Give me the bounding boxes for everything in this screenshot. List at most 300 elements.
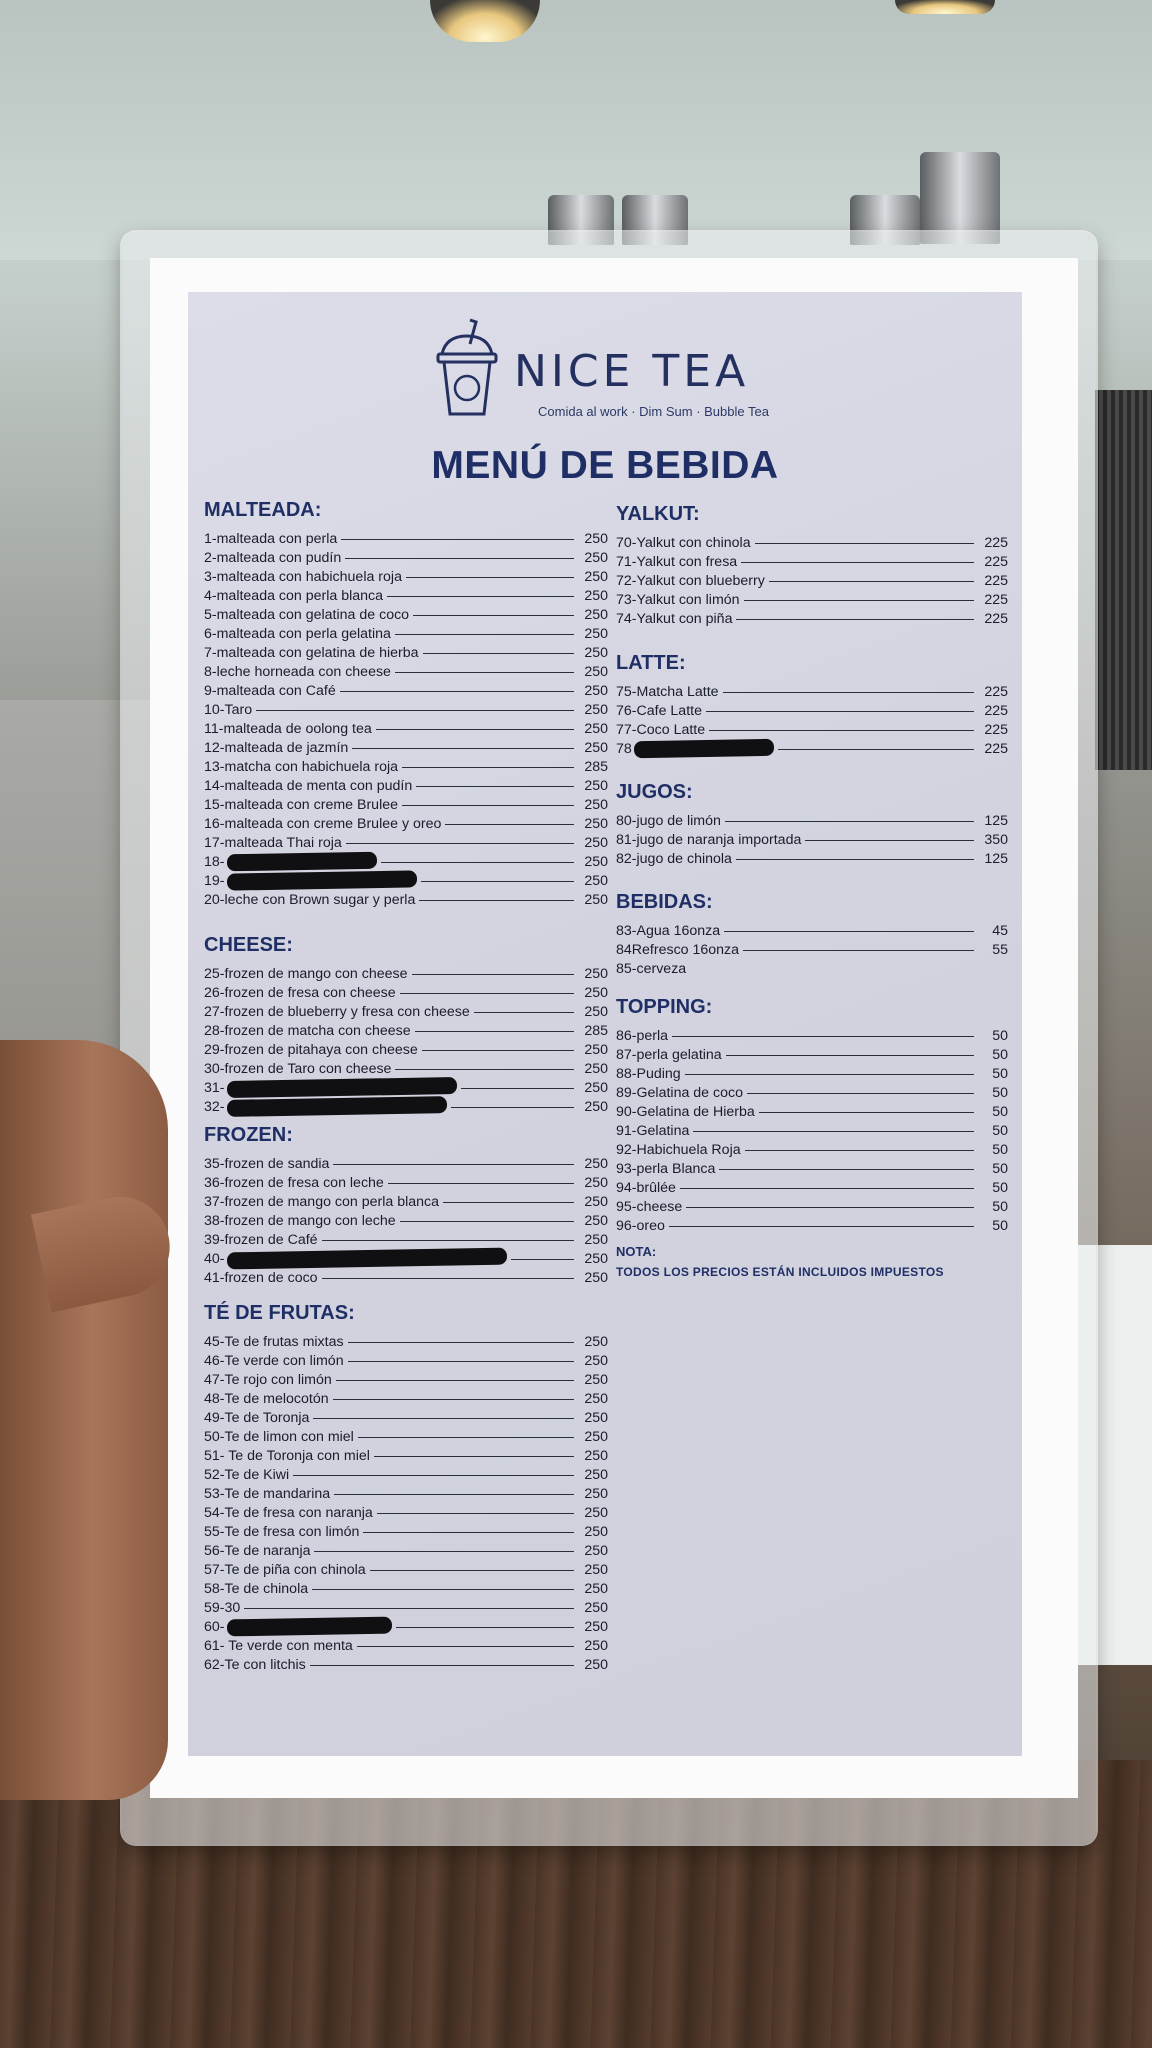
menu-item-name: 32- <box>204 1098 225 1115</box>
redaction-marker <box>226 1077 456 1098</box>
menu-item-name: 9-malteada con Café <box>204 682 336 699</box>
menu-item <box>204 1484 608 1503</box>
leader-line <box>370 1570 574 1571</box>
menu-item-name: 70-Yalkut con chinola <box>616 534 751 551</box>
menu-item-name: 17-malteada Thai roja <box>204 834 342 851</box>
leader-line <box>743 950 974 951</box>
note <box>616 1244 1008 1279</box>
leader-line <box>412 974 575 975</box>
menu-item <box>204 1389 608 1408</box>
menu-item-price: 45 <box>992 922 1008 939</box>
menu-item <box>204 662 608 681</box>
leader-line <box>293 1475 574 1476</box>
menu-item <box>204 1021 608 1040</box>
leader-line <box>422 1050 574 1051</box>
redaction-marker <box>634 739 774 758</box>
menu-item-price: 250 <box>584 777 608 794</box>
menu-item <box>616 1026 1008 1045</box>
menu-item-price: 250 <box>584 815 608 832</box>
section-latte <box>616 650 1008 758</box>
redaction-marker <box>226 1617 391 1637</box>
menu-item-name: 87-perla gelatina <box>616 1046 722 1063</box>
menu-item <box>204 738 608 757</box>
menu-item-name: 39-frozen de Café <box>204 1231 318 1248</box>
menu-item-name: 83-Agua 16onza <box>616 922 721 939</box>
leader-line <box>334 1494 574 1495</box>
leader-line <box>333 1164 574 1165</box>
menu-item <box>616 1197 1008 1216</box>
menu-item-price: 250 <box>584 1466 608 1483</box>
menu-item-name: 74-Yalkut con piña <box>616 610 733 627</box>
menu-item-price: 250 <box>584 1561 608 1578</box>
menu-item-price: 250 <box>584 1352 608 1369</box>
menu-item <box>204 1173 608 1192</box>
leader-line <box>706 711 974 712</box>
leader-line <box>744 600 974 601</box>
menu-item-price: 50 <box>992 1103 1008 1120</box>
menu-item <box>204 1427 608 1446</box>
menu-item-name: 6-malteada con perla gelatina <box>204 625 391 642</box>
leader-line <box>461 1088 574 1089</box>
section-te-de-frutas <box>204 1300 608 1674</box>
menu-item-name: 90-Gelatina de Hierba <box>616 1103 755 1120</box>
menu-item-name: 36-frozen de fresa con leche <box>204 1174 384 1191</box>
menu-item-name: 15-malteada con creme Brulee <box>204 796 398 813</box>
menu-item-price: 250 <box>584 1041 608 1058</box>
menu-item-price: 250 <box>584 1060 608 1077</box>
menu-item-name: 12-malteada de jazmín <box>204 739 349 756</box>
leader-line <box>769 581 974 582</box>
menu-item-price: 225 <box>984 721 1008 738</box>
menu-item <box>616 590 1008 609</box>
leader-line <box>755 543 974 544</box>
redaction-marker <box>226 1248 506 1270</box>
tea-dispenser <box>920 152 1000 244</box>
leader-line <box>709 730 974 731</box>
menu-item-price: 250 <box>584 1333 608 1350</box>
leader-line <box>310 1665 574 1666</box>
menu-item-price: 250 <box>584 1656 608 1673</box>
leader-line <box>322 1240 574 1241</box>
menu-item-price: 250 <box>584 1003 608 1020</box>
menu-item-name: 54-Te de fresa con naranja <box>204 1504 373 1521</box>
leader-line <box>736 619 974 620</box>
menu-item <box>204 1002 608 1021</box>
menu-item <box>616 830 1008 849</box>
menu-item-price: 250 <box>584 1618 608 1635</box>
section-title: MALTEADA: <box>204 499 322 521</box>
menu-item-name: 93-perla Blanca <box>616 1160 716 1177</box>
menu-item-name: 73-Yalkut con limón <box>616 591 740 608</box>
menu-item <box>204 1154 608 1173</box>
menu-item-name: 28-frozen de matcha con cheese <box>204 1022 411 1039</box>
leader-line <box>357 1646 574 1647</box>
menu-item <box>204 1408 608 1427</box>
menu-item <box>616 552 1008 571</box>
leader-line <box>345 558 574 559</box>
bubble-tea-cup-icon <box>432 318 502 426</box>
menu-item-name: 5-malteada con gelatina de coco <box>204 606 410 623</box>
menu-item-price: 250 <box>584 1504 608 1521</box>
section-title: FROZEN: <box>204 1124 293 1146</box>
leader-line <box>693 1131 974 1132</box>
section-title: LATTE: <box>616 652 686 674</box>
brand-tagline: Comida al work · Dim Sum · Bubble Tea <box>538 404 769 419</box>
leader-line <box>244 1608 574 1609</box>
menu-item-price: 225 <box>984 702 1008 719</box>
leader-line <box>388 1183 574 1184</box>
brand-logo <box>432 318 792 428</box>
menu-item <box>204 1249 608 1268</box>
leader-line <box>726 1055 974 1056</box>
menu-item-price: 250 <box>584 701 608 718</box>
menu-item-price: 250 <box>584 1428 608 1445</box>
leader-line <box>256 710 574 711</box>
menu-item-name: 20-leche con Brown sugar y perla <box>204 891 416 908</box>
leader-line <box>747 1093 974 1094</box>
menu-item <box>616 1159 1008 1178</box>
menu-item <box>204 1598 608 1617</box>
menu-item-price: 125 <box>984 850 1008 867</box>
menu-item <box>204 757 608 776</box>
section-malteada <box>204 497 608 909</box>
menu-item-price: 225 <box>984 610 1008 627</box>
leader-line <box>445 824 574 825</box>
menu-item-price: 250 <box>584 1485 608 1502</box>
section-title: TÉ DE FRUTAS: <box>204 1302 355 1324</box>
menu-item <box>616 701 1008 720</box>
leader-line <box>400 993 574 994</box>
menu-item <box>616 811 1008 830</box>
leader-line <box>395 672 574 673</box>
menu-item-name: 58-Te de chinola <box>204 1580 309 1597</box>
leader-line <box>395 1069 574 1070</box>
leader-line <box>685 1074 974 1075</box>
menu-item-name: 50-Te de limon con miel <box>204 1428 354 1445</box>
menu-item <box>204 1579 608 1598</box>
menu-item-name: 46-Te verde con limón <box>204 1352 344 1369</box>
menu-item <box>616 849 1008 868</box>
menu-item-price: 350 <box>984 831 1008 848</box>
leader-line <box>451 1107 574 1108</box>
leader-line <box>421 881 574 882</box>
menu-item-name: 85-cerveza <box>616 960 687 977</box>
leader-line <box>400 1221 574 1222</box>
leader-line <box>346 843 574 844</box>
menu-item-name: 48-Te de melocotón <box>204 1390 329 1407</box>
menu-item-name: 95-cheese <box>616 1198 683 1215</box>
menu-item <box>204 1617 608 1636</box>
menu-item <box>204 1332 608 1351</box>
hand <box>0 1040 168 1800</box>
menu-item-price: 225 <box>984 572 1008 589</box>
menu-item-price: 250 <box>584 1212 608 1229</box>
menu-item-price: 250 <box>584 1637 608 1654</box>
menu-item <box>616 940 1008 959</box>
menu-item-name: 94-brûlée <box>616 1179 676 1196</box>
redaction-marker <box>226 852 376 872</box>
menu-item <box>616 1083 1008 1102</box>
section-title: JUGOS: <box>616 781 693 803</box>
menu-item-price: 50 <box>992 1122 1008 1139</box>
menu-item-price: 250 <box>584 1542 608 1559</box>
brand-name: NICE TEA <box>514 346 750 397</box>
menu-item-price: 50 <box>992 1198 1008 1215</box>
menu-title: MENÚ DE BEBIDA <box>431 444 779 487</box>
leader-line <box>352 748 574 749</box>
menu-item-name: 77-Coco Latte <box>616 721 706 738</box>
menu-item-name: 11-malteada de oolong tea <box>204 720 372 737</box>
menu-item-name: 8-leche horneada con cheese <box>204 663 391 680</box>
menu-item-price: 50 <box>992 1065 1008 1082</box>
menu-item-name: 29-frozen de pitahaya con cheese <box>204 1041 418 1058</box>
leader-line <box>313 1418 574 1419</box>
leader-line <box>336 1380 574 1381</box>
menu-item-name: 26-frozen de fresa con cheese <box>204 984 396 1001</box>
menu-item-price: 250 <box>584 1447 608 1464</box>
menu-item <box>204 1040 608 1059</box>
leader-line <box>415 1031 574 1032</box>
menu-item-price: 50 <box>992 1027 1008 1044</box>
menu-item <box>204 605 608 624</box>
menu-item-name: 19- <box>204 872 225 889</box>
menu-item-name: 78 <box>616 740 632 757</box>
menu-item-name: 57-Te de piña con chinola <box>204 1561 366 1578</box>
menu-item-price: 50 <box>992 1160 1008 1177</box>
menu-item-price: 250 <box>584 1580 608 1597</box>
redaction-marker <box>226 1096 446 1117</box>
menu-item-name: 53-Te de mandarina <box>204 1485 331 1502</box>
menu-item-name: 47-Te rojo con limón <box>204 1371 332 1388</box>
menu-item-name: 72-Yalkut con blueberry <box>616 572 765 589</box>
menu-item <box>204 1230 608 1249</box>
leader-line <box>396 1627 574 1628</box>
menu-item <box>204 586 608 605</box>
menu-item-price: 250 <box>584 1193 608 1210</box>
menu-item <box>204 1097 608 1116</box>
menu-item-price: 225 <box>984 683 1008 700</box>
leader-line <box>358 1437 574 1438</box>
menu-item <box>204 643 608 662</box>
leader-line <box>416 786 574 787</box>
menu-item-name: 1-malteada con perla <box>204 530 338 547</box>
menu-item-price: 55 <box>992 941 1008 958</box>
menu-item <box>204 814 608 833</box>
menu-item <box>616 1140 1008 1159</box>
menu-item-name: 61- Te verde con menta <box>204 1637 353 1654</box>
menu-item-price: 250 <box>584 644 608 661</box>
menu-item <box>204 1059 608 1078</box>
menu-item <box>204 1636 608 1655</box>
menu-item-name: 91-Gelatina <box>616 1122 690 1139</box>
leader-line <box>778 749 974 750</box>
note-text: TODOS LOS PRECIOS ESTÁN INCLUIDOS IMPUESTOS <box>616 1265 944 1279</box>
menu-item-name: 31- <box>204 1079 225 1096</box>
menu-item-price: 250 <box>584 682 608 699</box>
menu-item <box>204 964 608 983</box>
menu-item-price: 250 <box>584 1250 608 1267</box>
menu-item-name: 52-Te de Kiwi <box>204 1466 290 1483</box>
menu-item-price: 250 <box>584 872 608 889</box>
menu-item-price: 250 <box>584 606 608 623</box>
leader-line <box>363 1532 574 1533</box>
menu-item <box>204 681 608 700</box>
menu-item-price: 250 <box>584 1599 608 1616</box>
leader-line <box>381 862 574 863</box>
leader-line <box>395 634 574 635</box>
section-title: TOPPING: <box>616 996 713 1018</box>
leader-line <box>759 1112 974 1113</box>
menu-item-price: 250 <box>584 984 608 1001</box>
section-bebidas <box>616 889 1008 978</box>
menu-item-name: 13-matcha con habichuela roja <box>204 758 399 775</box>
menu-item <box>616 1216 1008 1235</box>
leader-line <box>387 596 574 597</box>
menu-item <box>204 795 608 814</box>
menu-item <box>204 700 608 719</box>
menu-item-price: 225 <box>984 553 1008 570</box>
menu-item-price: 250 <box>584 720 608 737</box>
menu-item <box>204 1211 608 1230</box>
menu-item-name: 38-frozen de mango con leche <box>204 1212 396 1229</box>
section-cheese <box>204 932 608 1116</box>
leader-line <box>312 1589 574 1590</box>
menu-item-name: 45-Te de frutas mixtas <box>204 1333 344 1350</box>
menu-item <box>204 983 608 1002</box>
menu-item <box>616 921 1008 940</box>
leader-line <box>402 767 574 768</box>
menu-item-name: 56-Te de naranja <box>204 1542 311 1559</box>
menu-item <box>616 739 1008 758</box>
leader-line <box>686 1207 974 1208</box>
menu-item-price: 250 <box>584 1174 608 1191</box>
menu-item-price: 50 <box>992 1141 1008 1158</box>
menu-item-price: 250 <box>584 1155 608 1172</box>
leader-line <box>725 821 974 822</box>
section-title: BEBIDAS: <box>616 891 713 913</box>
menu-item-price: 250 <box>584 853 608 870</box>
menu-item <box>616 1064 1008 1083</box>
menu-item-name: 80-jugo de limón <box>616 812 721 829</box>
menu-item-name: 84Refresco 16onza <box>616 941 740 958</box>
menu-item-name: 2-malteada con pudín <box>204 549 342 566</box>
menu-item-price: 250 <box>584 1269 608 1286</box>
menu-item <box>616 571 1008 590</box>
leader-line <box>723 692 974 693</box>
menu-item-name: 10-Taro <box>204 701 253 718</box>
menu-item <box>204 1522 608 1541</box>
menu-item <box>204 529 608 548</box>
menu-item-price: 250 <box>584 549 608 566</box>
menu-item <box>204 871 608 890</box>
menu-item-price: 250 <box>584 739 608 756</box>
menu-item-price: 250 <box>584 663 608 680</box>
menu-item-name: 37-frozen de mango con perla blanca <box>204 1193 440 1210</box>
menu-item-name: 18- <box>204 853 225 870</box>
menu-item-price: 225 <box>984 740 1008 757</box>
menu-item-name: 49-Te de Toronja <box>204 1409 310 1426</box>
section-jugos <box>616 779 1008 868</box>
menu-item-price: 50 <box>992 1046 1008 1063</box>
leader-line <box>443 1202 574 1203</box>
leader-line <box>340 691 574 692</box>
menu-item-name: 96-oreo <box>616 1217 665 1234</box>
menu-item <box>204 1503 608 1522</box>
section-yalkut <box>616 501 1008 628</box>
menu-item <box>204 1370 608 1389</box>
menu-item <box>204 548 608 567</box>
menu-item <box>204 833 608 852</box>
menu-item <box>204 776 608 795</box>
menu-item-name: 82-jugo de chinola <box>616 850 732 867</box>
menu-item-name: 88-Puding <box>616 1065 681 1082</box>
menu-item-name: 62-Te con litchis <box>204 1656 306 1673</box>
menu-item <box>616 720 1008 739</box>
menu-item-name: 60- <box>204 1618 225 1635</box>
menu-item-name: 25-frozen de mango con cheese <box>204 965 408 982</box>
leader-line <box>474 1012 574 1013</box>
section-topping <box>616 994 1008 1235</box>
menu-sheet <box>188 292 1022 1756</box>
menu-item <box>204 1351 608 1370</box>
leader-line <box>680 1188 974 1189</box>
menu-item-price: 250 <box>584 1523 608 1540</box>
leader-line <box>348 1342 574 1343</box>
section-title: YALKUT: <box>616 503 700 525</box>
menu-item <box>204 567 608 586</box>
menu-item-name: 3-malteada con habichuela roja <box>204 568 402 585</box>
menu-item <box>616 1178 1008 1197</box>
menu-item <box>616 1102 1008 1121</box>
menu-item <box>204 1465 608 1484</box>
leader-line <box>377 1513 574 1514</box>
leader-line <box>322 1278 574 1279</box>
menu-item-price: 285 <box>584 1022 608 1039</box>
menu-item-name: 35-frozen de sandia <box>204 1155 330 1172</box>
menu-item-price: 250 <box>584 1390 608 1407</box>
menu-item-price: 125 <box>984 812 1008 829</box>
menu-item <box>204 1655 608 1674</box>
menu-item-name: 40- <box>204 1250 225 1267</box>
menu-item-name: 4-malteada con perla blanca <box>204 587 384 604</box>
leader-line <box>341 539 574 540</box>
menu-item <box>616 609 1008 628</box>
menu-item-price: 250 <box>584 530 608 547</box>
menu-item-price: 250 <box>584 1409 608 1426</box>
menu-item-price: 50 <box>992 1179 1008 1196</box>
leader-line <box>805 840 974 841</box>
leader-line <box>736 859 974 860</box>
menu-item-price: 250 <box>584 796 608 813</box>
menu-item-price: 250 <box>584 1371 608 1388</box>
menu-item <box>616 1045 1008 1064</box>
menu-item <box>204 1560 608 1579</box>
menu-item-name: 30-frozen de Taro con cheese <box>204 1060 392 1077</box>
leader-line <box>333 1399 574 1400</box>
menu-item-price: 250 <box>584 1079 608 1096</box>
menu-item-name: 92-Habichuela Roja <box>616 1141 741 1158</box>
menu-item-name: 7-malteada con gelatina de hierba <box>204 644 419 661</box>
menu-item-price: 250 <box>584 568 608 585</box>
redaction-marker <box>226 870 416 890</box>
menu-item-price: 250 <box>584 1231 608 1248</box>
menu-item-price: 250 <box>584 625 608 642</box>
menu-item-name: 81-jugo de naranja importada <box>616 831 802 848</box>
menu-item-price: 250 <box>584 891 608 908</box>
leader-line <box>423 653 574 654</box>
menu-item <box>204 890 608 909</box>
menu-item <box>204 1078 608 1097</box>
